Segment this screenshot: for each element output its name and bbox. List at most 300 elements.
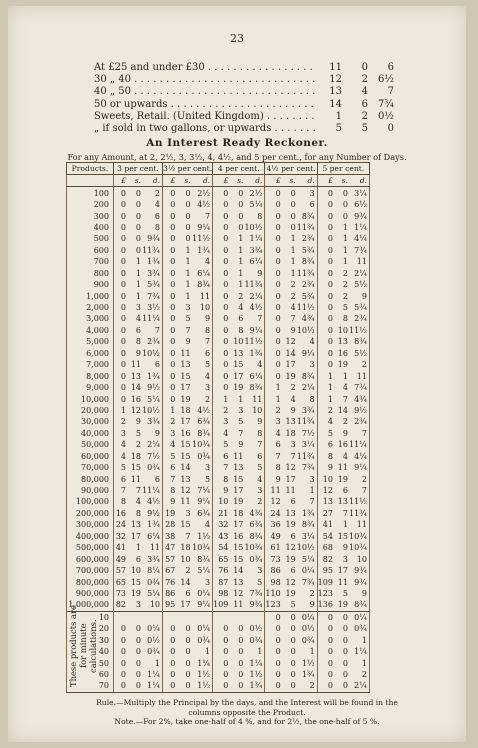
amount-cell: 12: [285, 337, 296, 347]
amount-cell: 4¾: [348, 393, 370, 404]
amount-cell: 13: [322, 497, 333, 507]
amount-cell: 0: [327, 211, 333, 221]
amount-cell: 4: [290, 303, 296, 313]
amount-cell: 32: [115, 531, 126, 541]
price-value: 6: [387, 62, 394, 73]
amount-cell: 0¾: [296, 635, 318, 646]
amount-cell: 10: [141, 599, 163, 611]
amount-cell: 0¾: [141, 576, 163, 587]
amount-cell: 9½: [141, 382, 163, 393]
amount-cell: 13: [337, 337, 348, 347]
amount-cell: 9¼: [296, 348, 318, 359]
product-cell: 700,000: [67, 565, 114, 576]
amount-cell: 0: [275, 303, 281, 313]
amount-cell: 6: [135, 554, 141, 564]
amount-cell: 11¼: [348, 439, 370, 450]
amount-cell: 6: [185, 588, 191, 598]
amount-cell: 82: [115, 600, 126, 610]
product-cell: 100: [67, 187, 114, 199]
table-row: [67, 393, 370, 404]
amount-cell: 7¾: [296, 576, 318, 587]
amount-cell: 0½: [243, 623, 265, 634]
product-cell: 90,000: [67, 485, 114, 496]
amount-cell: 7: [290, 451, 296, 461]
amount-cell: 6: [141, 359, 163, 370]
amount-cell: 0: [342, 635, 348, 645]
amount-cell: 3¾: [141, 416, 163, 427]
amount-cell: 0: [223, 348, 229, 358]
amount-cell: 1¼: [191, 657, 213, 668]
amount-cell: 1½: [296, 657, 318, 668]
product-cell: 70,000: [67, 462, 114, 473]
amount-cell: 0¾: [141, 646, 163, 657]
amount-cell: 0: [120, 383, 126, 393]
amount-cell: 1½: [191, 669, 213, 680]
amount-cell: 67: [165, 566, 176, 576]
amount-cell: 54: [322, 531, 333, 541]
amount-cell: 2: [275, 405, 281, 415]
amount-cell: 110: [265, 588, 281, 598]
amount-cell: 0: [290, 222, 296, 232]
amount-cell: 17: [285, 474, 296, 484]
amount-cell: 6: [135, 325, 141, 335]
amount-cell: 0: [135, 624, 141, 634]
amount-cell: 11½: [348, 325, 370, 336]
amount-cell: 0: [223, 635, 229, 645]
amount-cell: 17: [233, 371, 244, 381]
amount-cell: 1: [185, 280, 191, 290]
table-row: [67, 313, 370, 324]
amount-cell: 5¼: [191, 565, 213, 576]
amount-cell: 0: [120, 325, 126, 335]
amount-cell: 10: [233, 337, 244, 347]
amount-cell: 0: [275, 371, 281, 381]
amount-cell: 3: [185, 303, 191, 313]
amount-cell: 0: [290, 624, 296, 634]
amount-cell: 0: [120, 658, 126, 668]
amount-cell: 0: [170, 647, 176, 657]
price-value: 12: [329, 74, 342, 86]
table-row: [67, 451, 370, 462]
product-cell: 5,000: [67, 336, 114, 347]
amount-cell: 11: [130, 360, 141, 370]
amount-cell: 1: [342, 222, 348, 232]
unit-label: d.: [243, 175, 265, 187]
amount-cell: 0: [223, 314, 229, 324]
amount-cell: 0: [223, 337, 229, 347]
amount-cell: [141, 611, 163, 623]
amount-cell: 1: [275, 383, 281, 393]
amount-cell: 9¾: [348, 576, 370, 587]
amount-cell: 9: [342, 543, 348, 553]
amount-cell: 24: [270, 508, 281, 518]
amount-cell: 8: [141, 222, 163, 233]
amount-cell: 11¾: [296, 268, 318, 279]
amount-cell: 7: [243, 313, 265, 324]
table-row: [67, 268, 370, 279]
amount-cell: 9¾: [348, 565, 370, 576]
amount-cell: 0: [120, 280, 126, 290]
table-row: [67, 635, 370, 646]
amount-cell: 2: [342, 291, 348, 301]
amount-cell: 2: [342, 280, 348, 290]
table-row: [67, 370, 370, 381]
amount-cell: 0: [114, 680, 127, 692]
amount-cell: 1¼: [141, 680, 163, 692]
unit-label: d.: [191, 175, 213, 187]
amount-cell: 13: [285, 417, 296, 427]
unit-label: d.: [296, 175, 318, 187]
product-cell: 40: [67, 646, 114, 657]
amount-cell: 0: [275, 325, 281, 335]
price-list: [94, 62, 394, 135]
amount-cell: 8¾: [191, 553, 213, 564]
amount-cell: 0: [327, 200, 333, 210]
amount-cell: 0: [120, 268, 126, 278]
amount-cell: 1: [327, 394, 333, 404]
price-label: „ if sold in two gallons, or upwards . . .: [94, 123, 316, 135]
note-text: Note.—For 2%, take one-half of 4 %, and for 2½, the one-half of 5 %.: [114, 717, 380, 726]
amount-cell: 0: [120, 360, 126, 370]
amount-cell: 0: [275, 280, 281, 290]
amount-cell: 4: [191, 519, 213, 530]
unit-label: d.: [141, 175, 163, 187]
amount-cell: 0: [275, 291, 281, 301]
amount-cell: 0: [223, 200, 229, 210]
amount-cell: 11¾: [243, 279, 265, 290]
unit-label: d.: [348, 175, 370, 187]
amount-cell: 2: [120, 417, 126, 427]
amount-cell: 0: [223, 670, 229, 680]
amount-cell: 38: [165, 531, 176, 541]
amount-cell: 9¼: [243, 325, 265, 336]
amount-cell: 9: [290, 325, 296, 335]
amount-cell: 2: [243, 496, 265, 507]
amount-cell: 3: [275, 417, 281, 427]
amount-cell: 19: [233, 383, 244, 393]
amount-cell: 0: [290, 188, 296, 198]
amount-cell: 1¾: [243, 680, 265, 692]
price-label: At £25 and under £30 . . .: [94, 62, 316, 74]
amount-cell: 16: [337, 440, 348, 450]
amount-cell: 0: [290, 635, 296, 645]
amount-cell: 10: [130, 566, 141, 576]
amount-cell: 2¼: [243, 290, 265, 301]
amount-cell: 5: [243, 576, 265, 587]
product-cell: 1,000,000: [67, 599, 114, 611]
reckoner-title: An Interest Ready Reckoner.: [146, 137, 328, 149]
amount-cell: 9: [243, 268, 265, 279]
amount-cell: 8: [135, 508, 141, 518]
amount-cell: 0: [327, 280, 333, 290]
amount-cell: 7: [170, 474, 176, 484]
amount-cell: 13: [130, 520, 141, 530]
amount-cell: 1: [290, 268, 296, 278]
amount-cell: 0: [317, 680, 333, 692]
amount-cell: 0: [223, 222, 229, 232]
amount-cell: 18: [285, 428, 296, 438]
amount-cell: 11¾: [348, 508, 370, 519]
amount-cell: 6: [238, 314, 244, 324]
amount-cell: 5: [185, 314, 191, 324]
amount-cell: 4: [275, 428, 281, 438]
amount-cell: 2: [170, 417, 176, 427]
amount-cell: 1½: [243, 669, 265, 680]
amount-cell: [126, 611, 141, 623]
amount-cell: 6: [120, 474, 126, 484]
amount-cell: 36: [270, 520, 281, 530]
amount-cell: 2: [348, 669, 370, 680]
amount-cell: 9¼: [191, 496, 213, 507]
amount-cell: 6: [223, 451, 229, 461]
unit-label: s.: [175, 175, 190, 187]
product-cell: 7,000: [67, 359, 114, 370]
table-row: [67, 542, 370, 553]
amount-cell: 6½: [348, 199, 370, 210]
amount-cell: [114, 611, 127, 623]
amount-cell: 0: [223, 383, 229, 393]
amount-cell: 43: [218, 531, 229, 541]
amount-cell: 10: [348, 553, 370, 564]
product-cell: 800: [67, 268, 114, 279]
amount-cell: 0: [170, 624, 176, 634]
amount-cell: 1: [342, 257, 348, 267]
amount-cell: 0: [170, 280, 176, 290]
amount-cell: 1: [290, 245, 296, 255]
amount-cell: 7: [223, 463, 229, 473]
table-row: [67, 611, 370, 623]
amount-cell: 28: [165, 520, 176, 530]
amount-cell: 10½: [296, 325, 318, 336]
amount-cell: 12: [285, 463, 296, 473]
amount-cell: 6¾: [191, 416, 213, 427]
amount-cell: 11¾: [296, 222, 318, 233]
amount-cell: 109: [213, 600, 229, 610]
amount-cell: 17: [233, 520, 244, 530]
amount-cell: 0: [223, 647, 229, 657]
amount-cell: 0: [120, 257, 126, 267]
amount-cell: 7: [185, 531, 191, 541]
amount-cell: 4½: [243, 302, 265, 313]
page-number: 23: [230, 32, 244, 45]
product-cell: 20,000: [67, 405, 114, 416]
amount-cell: 9: [348, 290, 370, 301]
amount-cell: 7: [238, 428, 244, 438]
amount-cell: 9: [135, 348, 141, 358]
amount-cell: 1: [223, 394, 229, 404]
amount-cell: 2: [185, 566, 191, 576]
amount-cell: 5½: [348, 348, 370, 359]
amount-cell: 1: [135, 543, 141, 553]
amount-cell: 15: [233, 543, 244, 553]
amount-cell: 15: [233, 554, 244, 564]
amount-cell: 17: [180, 383, 191, 393]
amount-cell: 32: [218, 520, 229, 530]
amount-cell: 2: [290, 383, 296, 393]
amount-cell: 8¾: [296, 210, 318, 221]
interest-table: [66, 162, 370, 693]
amount-cell: 3¼: [296, 531, 318, 542]
product-cell: 400,000: [67, 531, 114, 542]
amount-cell: 0: [170, 371, 176, 381]
amount-cell: [191, 611, 213, 623]
amount-cell: 8: [296, 393, 318, 404]
amount-cell: 98: [218, 588, 229, 598]
amount-cell: 0: [185, 624, 191, 634]
amount-cell: 0: [185, 635, 191, 645]
amount-cell: 10: [218, 497, 229, 507]
amount-cell: 0: [135, 234, 141, 244]
amount-cell: 76: [165, 577, 176, 587]
amount-cell: 1: [296, 485, 318, 496]
amount-cell: 14: [130, 383, 141, 393]
amount-cell: 3: [342, 554, 348, 564]
amount-cell: 3: [296, 187, 318, 199]
amount-cell: 2: [135, 440, 141, 450]
amount-cell: 3: [296, 473, 318, 484]
amount-cell: 0: [327, 647, 333, 657]
amount-cell: 0: [327, 234, 333, 244]
product-cell: 30: [67, 635, 114, 646]
amount-cell: 0: [170, 188, 176, 198]
price-value: 13: [329, 86, 342, 98]
amount-cell: 0: [170, 360, 176, 370]
amount-cell: 12: [285, 577, 296, 587]
amount-cell: 3¼: [296, 439, 318, 450]
amount-cell: 9: [296, 599, 318, 611]
amount-cell: 8¾: [296, 370, 318, 381]
amount-cell: 7: [275, 451, 281, 461]
amount-cell: 7: [135, 486, 141, 496]
amount-cell: 7¾: [348, 245, 370, 256]
table-row: [67, 256, 370, 267]
amount-cell: 7½: [296, 428, 318, 439]
amount-cell: 0: [120, 624, 126, 634]
amount-cell: 3¾: [243, 245, 265, 256]
amount-cell: 17: [285, 360, 296, 370]
amount-cell: 1¾: [296, 508, 318, 519]
amount-cell: 0¼: [191, 623, 213, 634]
amount-cell: 0: [120, 303, 126, 313]
amount-cell: 0: [275, 314, 281, 324]
amount-cell: 3: [185, 508, 191, 518]
amount-cell: 6¼: [243, 370, 265, 381]
price-value: 2: [361, 110, 368, 122]
amount-cell: 0: [290, 658, 296, 668]
amount-cell: 2: [290, 280, 296, 290]
amount-cell: 5¼: [296, 553, 318, 564]
price-value: 6: [361, 98, 368, 110]
amount-cell: 5: [223, 440, 229, 450]
amount-cell: 0: [275, 647, 281, 657]
amount-cell: 6: [275, 440, 281, 450]
amount-cell: 0: [342, 647, 348, 657]
amount-cell: 0: [275, 337, 281, 347]
amount-cell: 0: [275, 234, 281, 244]
amount-cell: 16: [233, 531, 244, 541]
amount-cell: 4: [342, 383, 348, 393]
amount-cell: 14: [180, 463, 191, 473]
amount-cell: 13: [285, 508, 296, 518]
amount-cell: 4¼: [348, 233, 370, 244]
amount-cell: 0: [275, 360, 281, 370]
amount-cell: 8¾: [243, 531, 265, 542]
amount-cell: 10: [191, 302, 213, 313]
amount-cell: 3: [170, 428, 176, 438]
amount-cell: 0: [120, 245, 126, 255]
amount-cell: 0: [290, 200, 296, 210]
amount-cell: 11½: [191, 233, 213, 244]
amount-cell: 68: [322, 543, 333, 553]
amount-cell: 2: [348, 359, 370, 370]
amount-cell: 3¾: [141, 268, 163, 279]
amount-cell: 0: [327, 658, 333, 668]
amount-cell: 6: [290, 566, 296, 576]
amount-cell: 9¾: [141, 233, 163, 244]
amount-cell: 16: [130, 394, 141, 404]
amount-cell: 5: [342, 588, 348, 598]
amount-cell: 1¾: [191, 245, 213, 256]
product-cell: 20: [67, 623, 114, 634]
amount-cell: 0: [135, 670, 141, 680]
amount-cell: 0: [170, 325, 176, 335]
unit-label: £: [163, 175, 176, 187]
unit-label: s.: [228, 175, 243, 187]
amount-cell: [175, 611, 190, 623]
amount-cell: 0: [238, 670, 244, 680]
amount-cell: 11: [233, 451, 244, 461]
amount-cell: 2: [327, 405, 333, 415]
amount-cell: 136: [317, 600, 333, 610]
table-row: [67, 233, 370, 244]
table-row: [67, 485, 370, 496]
amount-cell: 5¼: [243, 199, 265, 210]
amount-cell: 0: [223, 325, 229, 335]
side-note-text: These products are for minute calculations.: [68, 605, 98, 687]
units-row: [67, 175, 370, 187]
table-row: [67, 348, 370, 359]
amount-cell: 11: [285, 486, 296, 496]
amount-cell: 8¾: [191, 279, 213, 290]
amount-cell: [228, 611, 243, 623]
amount-cell: 0: [327, 624, 333, 634]
amount-cell: 9: [342, 428, 348, 438]
amount-cell: 0¾: [191, 451, 213, 462]
amount-cell: 5¼: [141, 393, 163, 404]
amount-cell: 8: [243, 428, 265, 439]
table-row: [67, 576, 370, 587]
amount-cell: 5: [135, 428, 141, 438]
amount-cell: 2¼: [296, 382, 318, 393]
amount-cell: 11½: [243, 336, 265, 347]
amount-cell: 0: [275, 268, 281, 278]
amount-cell: 8: [120, 497, 126, 507]
product-cell: 2,000: [67, 302, 114, 313]
amount-cell: 0: [170, 670, 176, 680]
amount-cell: 18: [233, 508, 244, 518]
amount-cell: 4½: [191, 199, 213, 210]
amount-cell: 4: [120, 451, 126, 461]
amount-cell: 5¾: [348, 302, 370, 313]
amount-cell: 0: [327, 188, 333, 198]
amount-cell: 87: [218, 577, 229, 587]
amount-cell: 0: [185, 670, 191, 680]
amount-cell: 16: [337, 348, 348, 358]
amount-cell: 0¾: [243, 635, 265, 646]
book-page: [8, 6, 466, 742]
amount-cell: 1: [290, 257, 296, 267]
product-cell: 30,000: [67, 416, 114, 427]
